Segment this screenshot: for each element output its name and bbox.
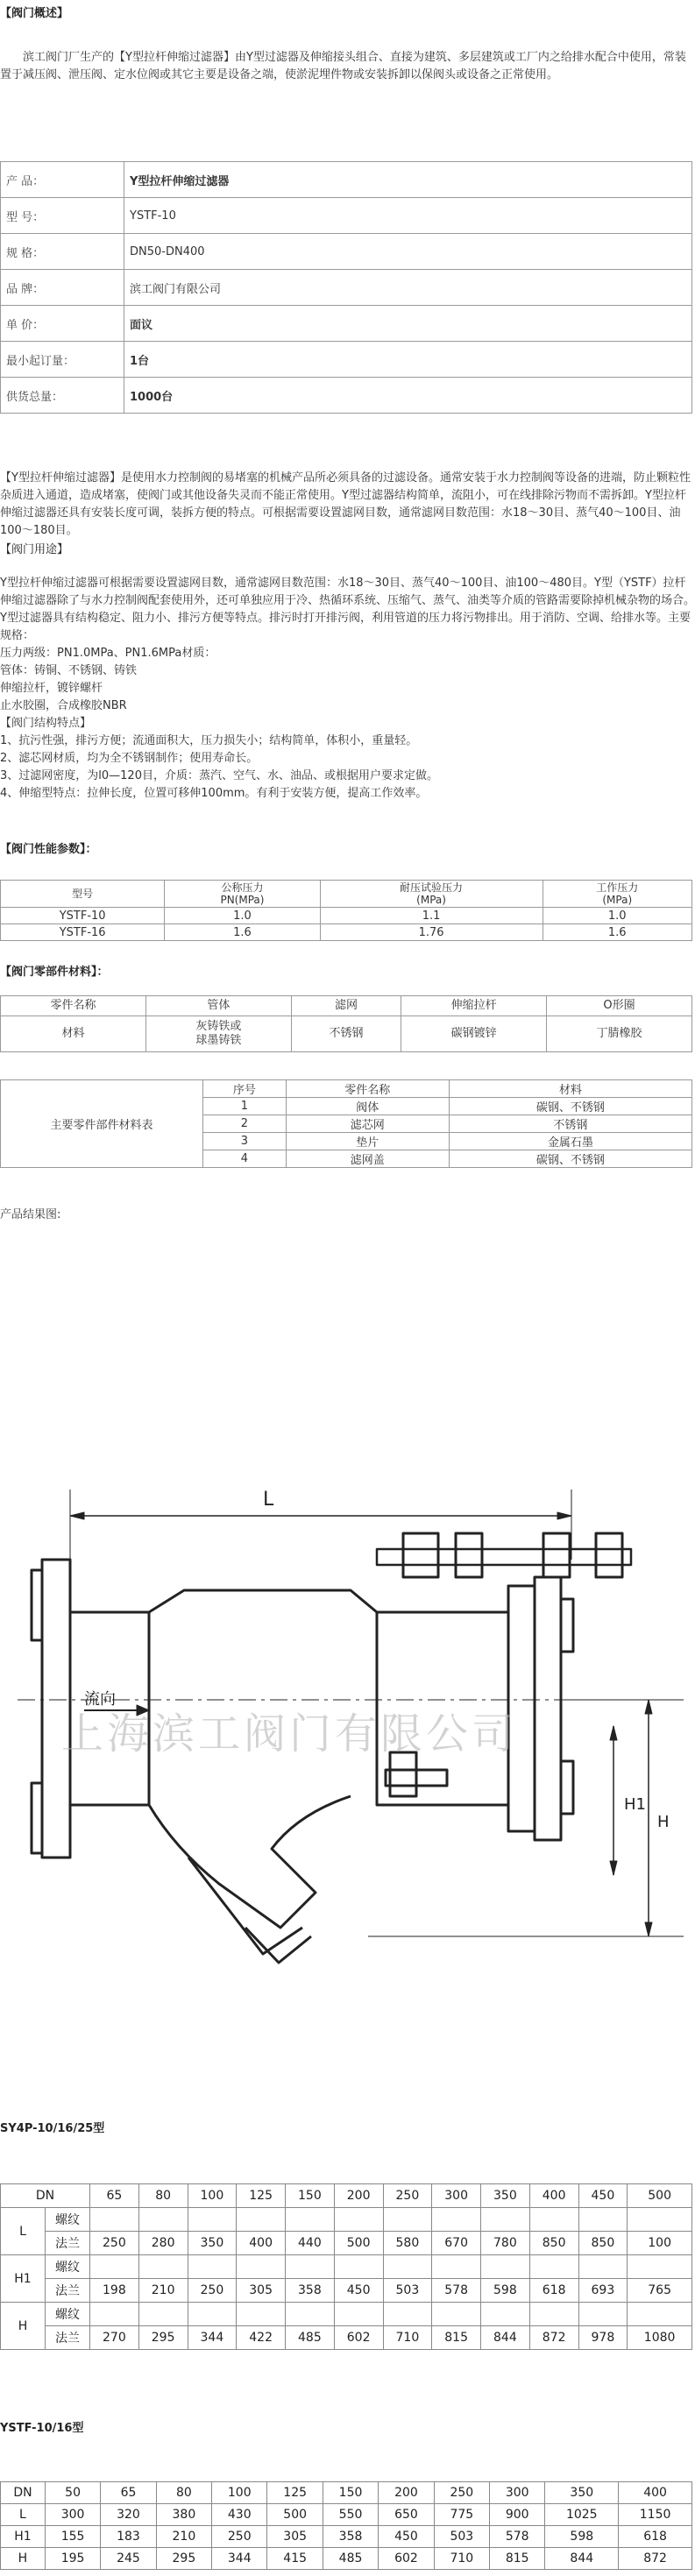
- ystf-cell: 450: [379, 2526, 434, 2548]
- sy-cell: 270: [90, 2326, 139, 2350]
- sy-group-label: H: [1, 2303, 46, 2350]
- ystf-cell: 195: [45, 2548, 100, 2570]
- perf-cell: 1.1: [320, 908, 543, 924]
- ystf-cell: 775: [434, 2504, 489, 2526]
- sy-cell: [286, 2303, 335, 2326]
- info-value: 1000台: [124, 378, 692, 414]
- ystf-cell: 100: [212, 2482, 267, 2504]
- sy-cell: 602: [334, 2326, 383, 2350]
- sy-cell: [529, 2255, 578, 2279]
- sy-cell: 598: [481, 2279, 530, 2303]
- ystf-cell: 250: [212, 2526, 267, 2548]
- filter-drawing: [0, 1437, 695, 1980]
- sy-dimension-table: [0, 2183, 692, 2350]
- sy-sub-label: 法兰: [46, 2232, 90, 2255]
- sy-cell: 580: [383, 2232, 432, 2255]
- info-row: [1, 198, 692, 234]
- sy-dn-cell: 350: [481, 2184, 530, 2208]
- ystf-cell: 380: [156, 2504, 211, 2526]
- info-row: [1, 378, 692, 414]
- usage-title: 【阀门用途】: [0, 543, 69, 556]
- sy-dn-cell: 300: [432, 2184, 481, 2208]
- materials-line: 伸缩拉杆，镀锌螺杆: [0, 682, 103, 695]
- sy-cell: [237, 2255, 286, 2279]
- parts-cell: 材料: [1, 1016, 146, 1052]
- info-value: 面议: [124, 306, 692, 342]
- ystf-cell: H1: [1, 2526, 46, 2548]
- info-key: 规 格：: [1, 234, 124, 270]
- sy-cell: [529, 2303, 578, 2326]
- sy-cell: [188, 2255, 237, 2279]
- ystf-dimension-table: [0, 2481, 692, 2570]
- sy-cell: 978: [578, 2326, 628, 2350]
- sy-cell: [383, 2208, 432, 2232]
- main-parts-cell: 3: [203, 1133, 287, 1150]
- sy-cell: [138, 2255, 188, 2279]
- materials-line: 压力两级：PN1.0MPa、PN1.6MPa材质：: [0, 647, 216, 660]
- main-parts-label: 主要零件部件材料表: [1, 1080, 203, 1168]
- product-info-table: [0, 161, 692, 414]
- sy-dn-cell: 65: [90, 2184, 139, 2208]
- sy-cell: 100: [628, 2232, 692, 2255]
- parts-cell: 零件名称: [1, 996, 146, 1016]
- sy-cell: 503: [383, 2279, 432, 2303]
- sy-cell: 670: [432, 2232, 481, 2255]
- ystf-cell: 65: [101, 2482, 156, 2504]
- ystf-cell: 400: [619, 2482, 692, 2504]
- sy-dn-cell: 150: [286, 2184, 335, 2208]
- parts-title: 【阀门零部件材料】：: [0, 966, 109, 979]
- sy-cell: 693: [578, 2279, 628, 2303]
- overview-title: 【阀门概述】: [0, 7, 69, 20]
- ystf-cell: DN: [1, 2482, 46, 2504]
- materials-line: 止水胶圈，合成橡胶NBR: [0, 699, 127, 712]
- parts-cell: 滤网: [291, 996, 401, 1016]
- sy-cell: 850: [529, 2232, 578, 2255]
- main-parts-cell: 碳钢、不锈钢: [449, 1098, 691, 1115]
- main-parts-header: 材料: [449, 1080, 691, 1098]
- sy-dn-cell: 200: [334, 2184, 383, 2208]
- parts-cell: 灰铸铁或 球墨铸铁: [145, 1016, 291, 1052]
- feature-item: 1、抗污性强，排污方便；流通面积大，压力损失小；结构简单，体积小，重量轻。: [0, 734, 418, 747]
- sy-cell: [481, 2255, 530, 2279]
- perf-header: 型号: [1, 881, 165, 908]
- sy-cell: [90, 2208, 139, 2232]
- sy-cell: [286, 2255, 335, 2279]
- main-parts-cell: 阀体: [286, 1098, 449, 1115]
- sy-cell: [628, 2208, 692, 2232]
- info-key: 品 牌：: [1, 270, 124, 306]
- perf-cell: 1.6: [165, 924, 320, 941]
- parts-cell: 碳钢镀锌: [401, 1016, 547, 1052]
- info-key: 单 价：: [1, 306, 124, 342]
- sy-dn-cell: 450: [578, 2184, 628, 2208]
- feature-item: 4、伸缩型特点：拉伸长度，位置可移伸100mm。有利于安装方便，提高工作效率。: [0, 787, 428, 800]
- sy-cell: 440: [286, 2232, 335, 2255]
- info-key: 最小起订量：: [1, 342, 124, 378]
- perf-cell: 1.0: [165, 908, 320, 924]
- ystf-cell: 183: [101, 2526, 156, 2548]
- sy-cell: 250: [188, 2279, 237, 2303]
- usage-text: Y型拉杆伸缩过滤器可根据需要设置滤网目数，通常滤网目数范围：水18～30目、蒸气40～100目、油100～480目。Y型（YSTF）拉杆伸缩过滤器除了与水力控制阀配套使用外，还可单独应用于冷、热循环系统、压缩气、蒸气、油类等介质的管路需要除掉机械杂物的场合。Y型过滤器具有结构稳定、阻力小、排污方便等特点。排污时打开排污阀，利用管道的压力将污物排出。用于消防、空调、给排水等。主要规格：: [0, 577, 695, 642]
- diagram-caption: 产品结果图:: [0, 1208, 61, 1221]
- sy-sub-label: 螺纹: [46, 2303, 90, 2326]
- sy-cell: [383, 2303, 432, 2326]
- overview-text: 滨工阀门厂生产的【Y型拉杆伸缩过滤器】由Y型过滤器及伸缩接头组合、直接为建筑、多层建筑或工厂内之给排水配合中使用，常装置于减压阀、泄压阀、定水位阀或其它主要是设备之端，使淤泥埋件物或安装拆卸以保阀头或设备之正常使用。: [0, 51, 686, 81]
- ystf-cell: 503: [434, 2526, 489, 2548]
- perf-title: 【阀门性能参数】：: [0, 843, 97, 856]
- info-row: [1, 306, 692, 342]
- sy-cell: [334, 2208, 383, 2232]
- ystf-cell: 815: [490, 2548, 545, 2570]
- info-value: 滨工阀门有限公司: [124, 270, 692, 306]
- sy-cell: 850: [578, 2232, 628, 2255]
- info-row: [1, 234, 692, 270]
- main-parts-cell: 4: [203, 1150, 287, 1168]
- sy-sub-label: 螺纹: [46, 2255, 90, 2279]
- main-parts-cell: 金属石墨: [449, 1133, 691, 1150]
- sy-cell: [138, 2208, 188, 2232]
- sy-cell: 780: [481, 2232, 530, 2255]
- ystf-cell: 250: [434, 2482, 489, 2504]
- ystf-cell: 50: [45, 2482, 100, 2504]
- ystf-cell: 650: [379, 2504, 434, 2526]
- ystf-cell: 245: [101, 2548, 156, 2570]
- ystf-cell: 500: [267, 2504, 323, 2526]
- sy-cell: [529, 2208, 578, 2232]
- sy-cell: 872: [529, 2326, 578, 2350]
- ystf-cell: 155: [45, 2526, 100, 2548]
- ystf-cell: L: [1, 2504, 46, 2526]
- ystf-cell: 430: [212, 2504, 267, 2526]
- sy-dn-cell: 400: [529, 2184, 578, 2208]
- info-value: DN50-DN400: [124, 234, 692, 270]
- ystf-cell: 1150: [619, 2504, 692, 2526]
- ystf-cell: 350: [545, 2482, 619, 2504]
- sy-cell: 280: [138, 2232, 188, 2255]
- sy-cell: [628, 2255, 692, 2279]
- ystf-cell: 415: [267, 2548, 323, 2570]
- sy-cell: 400: [237, 2232, 286, 2255]
- sy-sub-label: 法兰: [46, 2279, 90, 2303]
- perf-header: 公称压力 PN(MPa): [165, 881, 320, 908]
- sy-cell: 350: [188, 2232, 237, 2255]
- sy-cell: 305: [237, 2279, 286, 2303]
- ystf-cell: 344: [212, 2548, 267, 2570]
- sy-cell: [432, 2303, 481, 2326]
- sy-cell: [286, 2208, 335, 2232]
- ystf-cell: 598: [545, 2526, 619, 2548]
- sy-cell: 578: [432, 2279, 481, 2303]
- perf-table: [0, 880, 692, 941]
- sy-cell: 1080: [628, 2326, 692, 2350]
- parts-cell: 丁腈橡胶: [547, 1016, 692, 1052]
- parts-cell: 伸缩拉杆: [401, 996, 547, 1016]
- sy-cell: [188, 2208, 237, 2232]
- ystf-cell: 150: [323, 2482, 378, 2504]
- feature-item: 2、滤芯网材质，均为全不锈钢制作；使用寿命长。: [0, 752, 259, 765]
- ystf-cell: 300: [45, 2504, 100, 2526]
- ystf-cell: 1025: [545, 2504, 619, 2526]
- materials-text: [0, 645, 695, 715]
- main-parts-header: 序号: [203, 1080, 287, 1098]
- parts-cell: 管体: [145, 996, 291, 1016]
- sy-cell: 450: [334, 2279, 383, 2303]
- main-parts-cell: 2: [203, 1115, 287, 1133]
- main-parts-cell: 1: [203, 1098, 287, 1115]
- sy-dn-cell: 250: [383, 2184, 432, 2208]
- ystf-cell: 295: [156, 2548, 211, 2570]
- sy-cell: [481, 2303, 530, 2326]
- ystf-cell: 485: [323, 2548, 378, 2570]
- sy-cell: 250: [90, 2232, 139, 2255]
- sy-cell: 618: [529, 2279, 578, 2303]
- sy-cell: 295: [138, 2326, 188, 2350]
- sy-sub-label: 螺纹: [46, 2208, 90, 2232]
- ystf-cell: 550: [323, 2504, 378, 2526]
- dim-H1-label: H1: [624, 1795, 646, 1814]
- sy-cell: 710: [383, 2326, 432, 2350]
- ystf-cell: 200: [379, 2482, 434, 2504]
- sy-cell: 344: [188, 2326, 237, 2350]
- intro-text: 【Y型拉杆伸缩过滤器】是使用水力控制阀的易堵塞的机械产品所必须具备的过滤设备。通常安装于水力控制阀等设备的进端，防止颗粒性杂质进入通道，造成堵塞，使阀门或其他设备失灵而不能正常使用。Y型过滤器结构简单，流阻小，可在线排除污物而不需拆卸。Y型拉杆伸缩过滤器还具有安装长度可调，装拆方便的特点。可根据需要设置滤网目数，通常滤网目数范围：水18～30目、蒸气40～100目、油100～180目。: [0, 471, 691, 537]
- perf-cell: 1.76: [320, 924, 543, 941]
- sy-cell: 358: [286, 2279, 335, 2303]
- ystf-cell: 710: [434, 2548, 489, 2570]
- main-parts-cell: 滤芯网: [286, 1115, 449, 1133]
- sy-cell: 422: [237, 2326, 286, 2350]
- info-key: 产 品：: [1, 162, 124, 198]
- ystf-cell: 305: [267, 2526, 323, 2548]
- parts-cell: 不锈钢: [291, 1016, 401, 1052]
- feature-item: 3、过滤网密度，为l0—120目，介质：蒸汽、空气、水、油品、或根据用户要求定做。: [0, 769, 438, 782]
- ystf-cell: 80: [156, 2482, 211, 2504]
- sy-cell: [383, 2255, 432, 2279]
- ystf-cell: 300: [490, 2482, 545, 2504]
- sy-cell: [432, 2208, 481, 2232]
- sy-cell: [90, 2303, 139, 2326]
- parts-table: [0, 995, 692, 1052]
- sy-cell: 765: [628, 2279, 692, 2303]
- ystf-cell: 578: [490, 2526, 545, 2548]
- main-parts-cell: 碳钢、不锈钢: [449, 1150, 691, 1168]
- info-row: [1, 342, 692, 378]
- perf-cell: YSTF-16: [1, 924, 165, 941]
- perf-header: 耐压试验压力 (MPa): [320, 881, 543, 908]
- perf-header: 工作压力 (MPa): [543, 881, 691, 908]
- sy-dn-cell: 125: [237, 2184, 286, 2208]
- main-parts-cell: 滤网盖: [286, 1150, 449, 1168]
- sy-cell: 500: [334, 2232, 383, 2255]
- main-parts-cell: 垫片: [286, 1133, 449, 1150]
- ystf-cell: 320: [101, 2504, 156, 2526]
- ystf-cell: 900: [490, 2504, 545, 2526]
- ystf-cell: 358: [323, 2526, 378, 2548]
- watermark: 上海滨工阀门有限公司: [61, 1709, 518, 1759]
- sy-dn-cell: 500: [628, 2184, 692, 2208]
- sy-cell: [138, 2303, 188, 2326]
- sy-cell: [432, 2255, 481, 2279]
- dim-H-label: H: [657, 1813, 670, 1831]
- main-parts-cell: 不锈钢: [449, 1115, 691, 1133]
- sy-cell: 210: [138, 2279, 188, 2303]
- sy-cell: [481, 2208, 530, 2232]
- info-value: Y型拉杆伸缩过滤器: [124, 162, 692, 198]
- sy-group-label: L: [1, 2208, 46, 2255]
- ystf-cell: 618: [619, 2526, 692, 2548]
- sy-cell: [578, 2208, 628, 2232]
- materials-line: 管体：铸铜、不锈钢、铸铁: [0, 664, 138, 677]
- sy-cell: [188, 2303, 237, 2326]
- ystf-cell: H: [1, 2548, 46, 2570]
- ystf-cell: 602: [379, 2548, 434, 2570]
- sy-sub-label: 法兰: [46, 2326, 90, 2350]
- sy-cell: 844: [481, 2326, 530, 2350]
- parts-cell: O形圈: [547, 996, 692, 1016]
- sy-cell: [237, 2303, 286, 2326]
- dim-L-label: L: [263, 1489, 274, 1511]
- sy-dn-cell: 80: [138, 2184, 188, 2208]
- flow-label: 流向: [84, 1690, 116, 1709]
- ystf-cell: 125: [267, 2482, 323, 2504]
- info-row: [1, 162, 692, 198]
- perf-cell: YSTF-10: [1, 908, 165, 924]
- sy-cell: [578, 2255, 628, 2279]
- ystf-table-title: YSTF-10/16型: [0, 2422, 84, 2435]
- sy-dn-cell: 100: [188, 2184, 237, 2208]
- perf-cell: 1.0: [543, 908, 691, 924]
- ystf-cell: 210: [156, 2526, 211, 2548]
- sy-table-title: SY4P-10/16/25型: [0, 2122, 105, 2135]
- sy-cell: [237, 2208, 286, 2232]
- main-parts-table: [0, 1079, 692, 1168]
- info-key: 供货总量：: [1, 378, 124, 414]
- sy-cell: [628, 2303, 692, 2326]
- perf-cell: 1.6: [543, 924, 691, 941]
- features-section: [0, 715, 695, 803]
- sy-cell: [90, 2255, 139, 2279]
- sy-cell: 198: [90, 2279, 139, 2303]
- ystf-cell: 872: [619, 2548, 692, 2570]
- sy-dn-header: DN: [1, 2184, 90, 2208]
- info-value: YSTF-10: [124, 198, 692, 234]
- ystf-cell: 844: [545, 2548, 619, 2570]
- sy-cell: 815: [432, 2326, 481, 2350]
- info-row: [1, 270, 692, 306]
- sy-cell: 485: [286, 2326, 335, 2350]
- sy-cell: [334, 2255, 383, 2279]
- info-key: 型 号：: [1, 198, 124, 234]
- info-value: 1台: [124, 342, 692, 378]
- sy-cell: [578, 2303, 628, 2326]
- sy-cell: [334, 2303, 383, 2326]
- main-parts-header: 零件名称: [286, 1080, 449, 1098]
- features-title: 【阀门结构特点】: [0, 717, 92, 730]
- sy-group-label: H1: [1, 2255, 46, 2303]
